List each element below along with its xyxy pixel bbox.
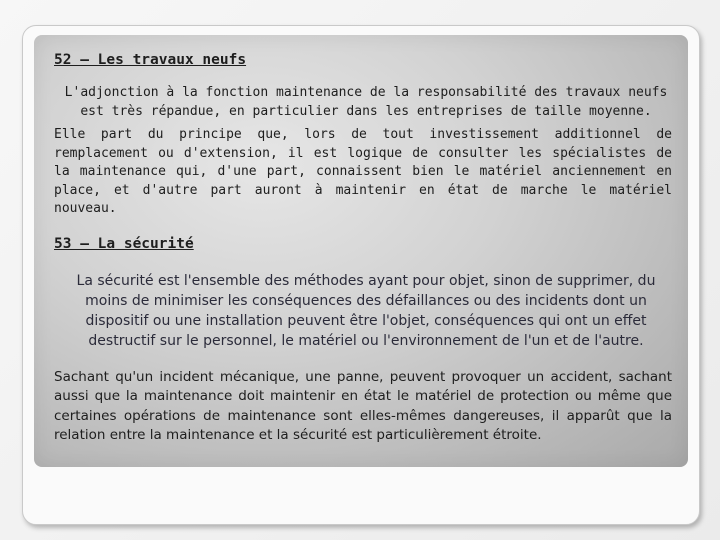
section-heading-travaux-neufs: 52 – Les travaux neufs <box>54 52 247 68</box>
section-heading-securite: 53 – La sécurité <box>54 236 194 252</box>
paragraph-travaux-intro: L'adjonction à la fonction maintenance de la responsabilité des travaux neufs est très répandue, en particulier dans les entreprises de taille moyenne. <box>64 85 668 119</box>
paragraph-securite-definition: La sécurité est l'ensemble des méthodes ayant pour objet, sinon de supprimer, du moins de minimiser les conséquences des défaillances ou des incidents dont un dispositif ou une installation peuvent être l'objet, conséquences qui ont un effet destructif sur le personnel, le matériel ou l'environnement de l'un et de l'autre. <box>76 273 656 349</box>
paragraph-securite-relation: Sachant qu'un incident mécanique, une panne, peuvent provoquer un accident, sachant aussi que la maintenance doit maintenir en état le matériel de protection ou même que certaines opérations de maintenance sont elles-mêmes dangereuses, il apparût que la relation entre la maintenance et la sécurité est particulièrement étroite. <box>54 368 672 443</box>
paragraph-travaux-detail: Elle part du principe que, lors de tout investissement additionnel de remplacement ou d'extension, il est logique de consulter les spécialistes de la maintenance qui, d'une part, connaissent bien le matériel anciennement en place, et d'autre part auront à maintenir en état de marche le matériel nouveau. <box>54 127 672 217</box>
